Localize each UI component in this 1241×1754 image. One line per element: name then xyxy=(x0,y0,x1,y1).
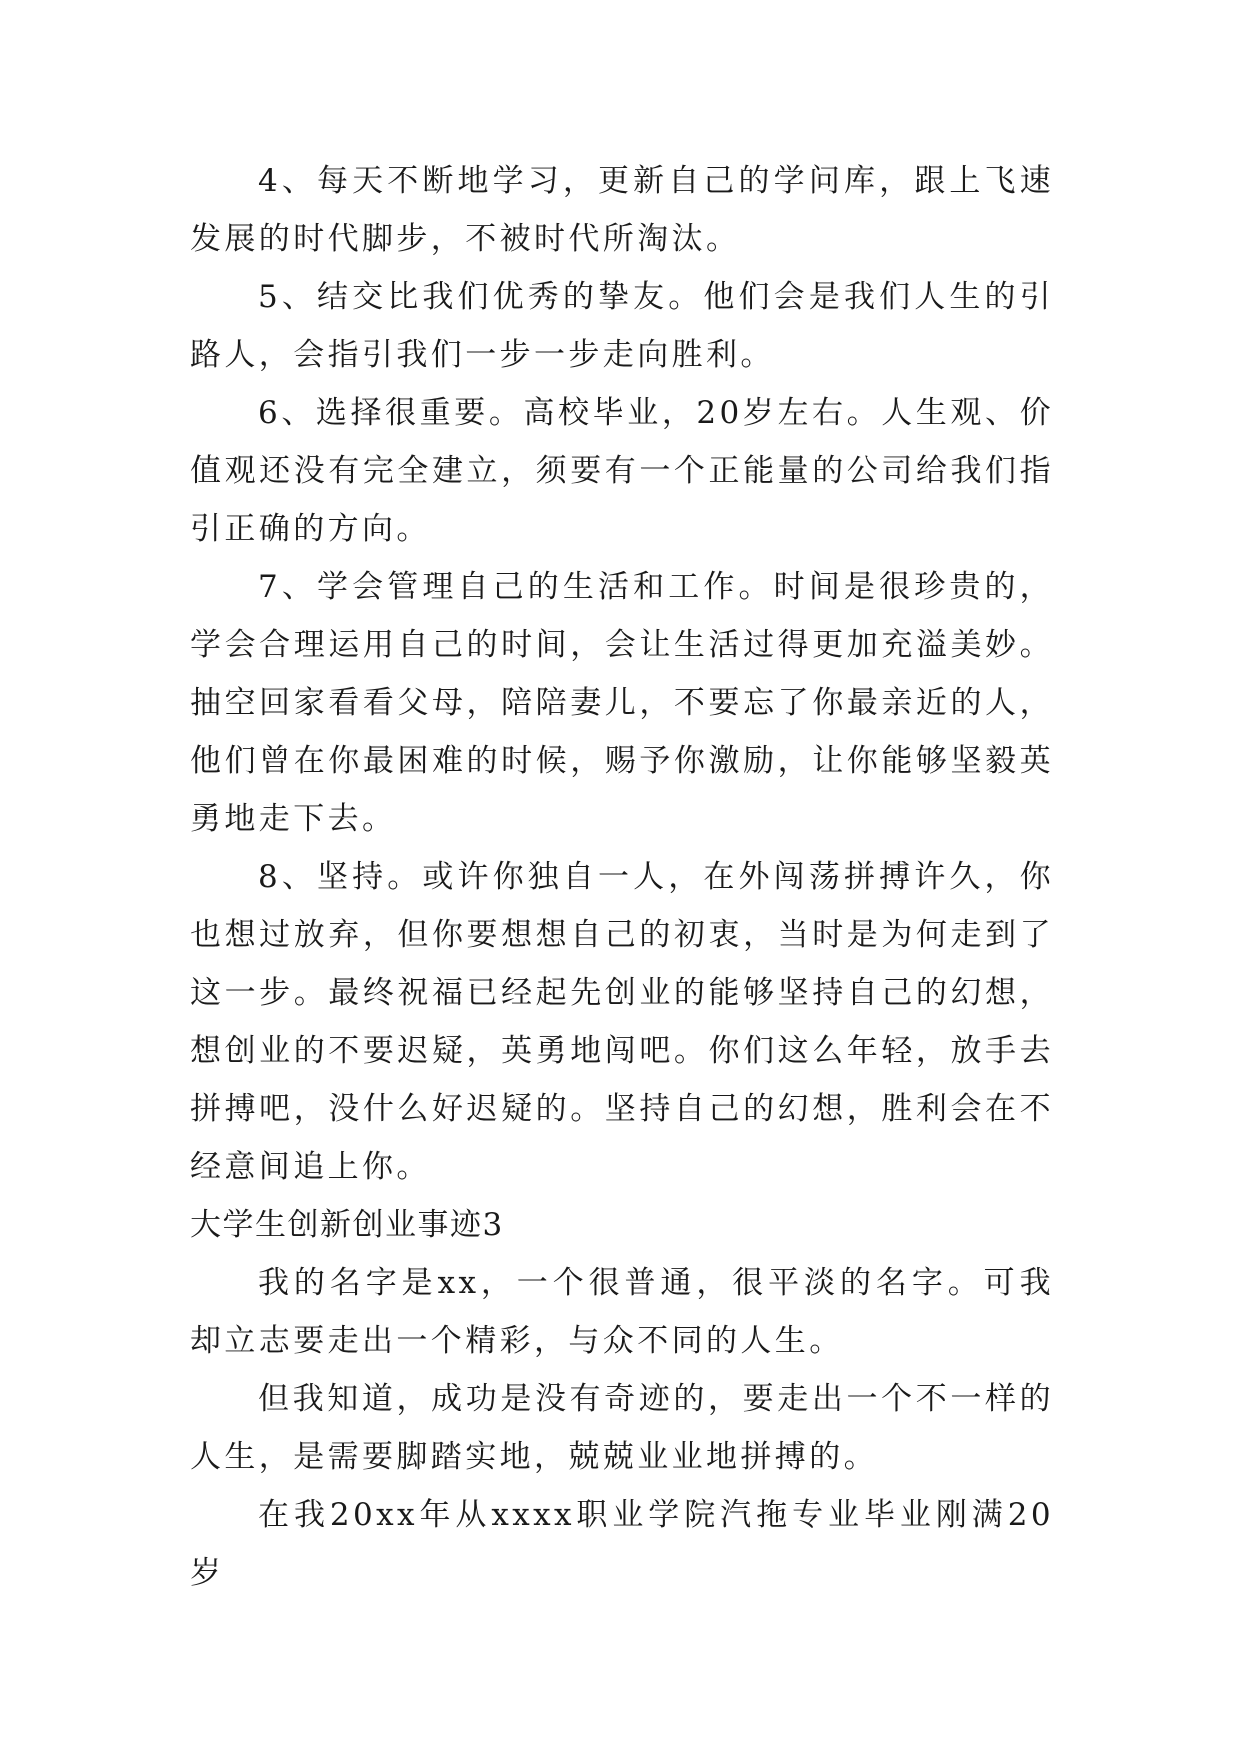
paragraph-graduation: 在我20xx年从xxxx职业学院汽拖专业毕业刚满20岁 xyxy=(190,1497,1054,1591)
document-body xyxy=(190,152,1054,1602)
paragraph-tip-6: 6、选择很重要。高校毕业，20岁左右。人生观、价值观还没有完全建立，须要有一个正能量的公司给我们指引正确的方向。 xyxy=(190,395,1054,547)
paragraph-intro: 我的名字是xx，一个很普通，很平淡的名字。可我却立志要走出一个精彩，与众不同的人生。 xyxy=(190,1265,1054,1359)
paragraph-tip-8: 8、坚持。或许你独自一人，在外闯荡拼搏许久，你也想过放弃，但你要想想自己的初衷，当时是为何走到了这一步。最终祝福已经起先创业的能够坚持自己的幻想，想创业的不要迟疑，英勇地闯吧。你们这么年轻，放手去拼搏吧，没什么好迟疑的。坚持自己的幻想，胜利会在不经意间追上你。 xyxy=(190,859,1054,1185)
paragraph-tip-7: 7、学会管理自己的生活和工作。时间是很珍贵的，学会合理运用自己的时间，会让生活过得更加充溢美妙。抽空回家看看父母，陪陪妻儿，不要忘了你最亲近的人，他们曾在你最困难的时候，赐予你激励，让你能够坚毅英勇地走下去。 xyxy=(190,569,1054,837)
paragraph-tip-4: 4、每天不断地学习，更新自己的学问库，跟上飞速发展的时代脚步，不被时代所淘汰。 xyxy=(190,163,1054,257)
section-heading: 大学生创新创业事迹3 xyxy=(190,1207,504,1243)
paragraph-success: 但我知道，成功是没有奇迹的，要走出一个不一样的人生，是需要脚踏实地，兢兢业业地拼搏的。 xyxy=(190,1381,1054,1475)
paragraph-tip-5: 5、结交比我们优秀的挚友。他们会是我们人生的引路人，会指引我们一步一步走向胜利。 xyxy=(190,279,1054,373)
